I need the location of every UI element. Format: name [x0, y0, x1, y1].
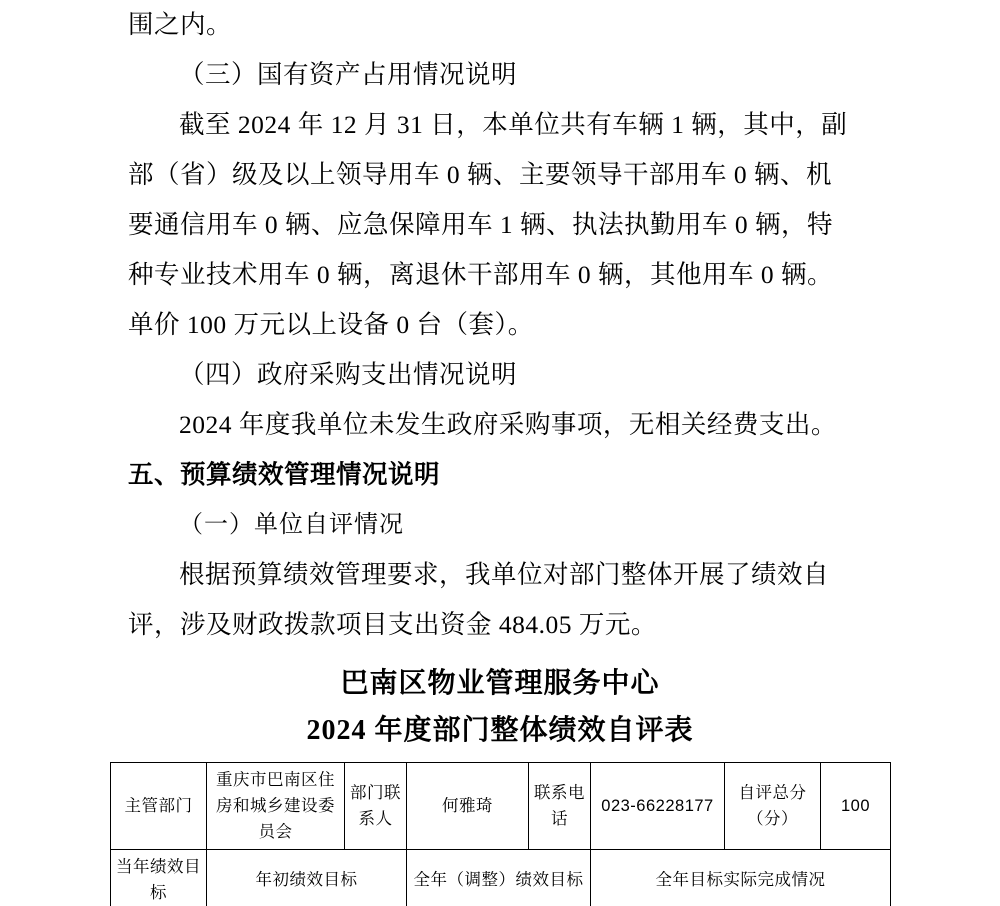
paragraph-assets-line-4: 种专业技术用车 0 辆，离退休干部用车 0 辆，其他用车 0 辆。	[128, 260, 834, 289]
cell-value-supervising-department: 重庆市巴南区住房和城乡建设委员会	[207, 763, 345, 850]
table-row	[111, 850, 891, 906]
paragraph-heading-section-3: （三）国有资产占用情况说明	[179, 60, 518, 89]
cell-value-total-score: 100	[821, 763, 891, 850]
table-title-line-1: 巴南区物业管理服务中心	[340, 668, 660, 699]
paragraph-assets-line-3: 要通信用车 0 辆、应急保障用车 1 辆、执法执勤用车 0 辆，特	[128, 210, 834, 239]
table-title	[128, 660, 872, 754]
paragraph-selfeval-line-1: 根据预算绩效管理要求，我单位对部门整体开展了绩效自	[179, 560, 830, 589]
self-evaluation-table	[110, 762, 891, 906]
document-body	[128, 0, 872, 754]
cell-label-contact-phone: 联系电话	[529, 763, 591, 850]
paragraph-selfeval-line-2: 评，涉及财政拨款项目支出资金 484.05 万元。	[128, 610, 657, 639]
cell-header-initial-goal: 年初绩效目标	[207, 850, 407, 906]
paragraph-assets-line-1: 截至 2024 年 12 月 31 日，本单位共有车辆 1 辆，其中，副	[179, 110, 848, 139]
paragraph-continued: 围之内。	[128, 10, 233, 39]
section-heading-five: 五、预算绩效管理情况说明	[128, 460, 441, 489]
cell-label-current-year-goal: 当年绩效目标	[111, 850, 207, 906]
paragraph-assets-line-2: 部（省）级及以上领导用车 0 辆、主要领导干部用车 0 辆、机	[128, 160, 833, 189]
cell-label-total-score: 自评总分（分）	[725, 763, 821, 850]
table-title-line-2: 2024 年度部门整体绩效自评表	[306, 715, 694, 746]
cell-value-contact-person: 何雅琦	[407, 763, 529, 850]
cell-label-supervising-department: 主管部门	[111, 763, 207, 850]
paragraph-procurement: 2024 年度我单位未发生政府采购事项，无相关经费支出。	[179, 410, 837, 439]
paragraph-assets-line-5: 单价 100 万元以上设备 0 台（套）。	[128, 310, 534, 339]
paragraph-heading-section-4: （四）政府采购支出情况说明	[179, 360, 518, 389]
table-row	[111, 763, 891, 850]
cell-header-actual-completion: 全年目标实际完成情况	[591, 850, 891, 906]
cell-label-contact-person: 部门联系人	[345, 763, 407, 850]
cell-header-adjusted-goal: 全年（调整）绩效目标	[407, 850, 591, 906]
cell-value-contact-phone: 023-66228177	[591, 763, 725, 850]
subsection-heading-one: （一）单位自评情况	[179, 511, 404, 538]
